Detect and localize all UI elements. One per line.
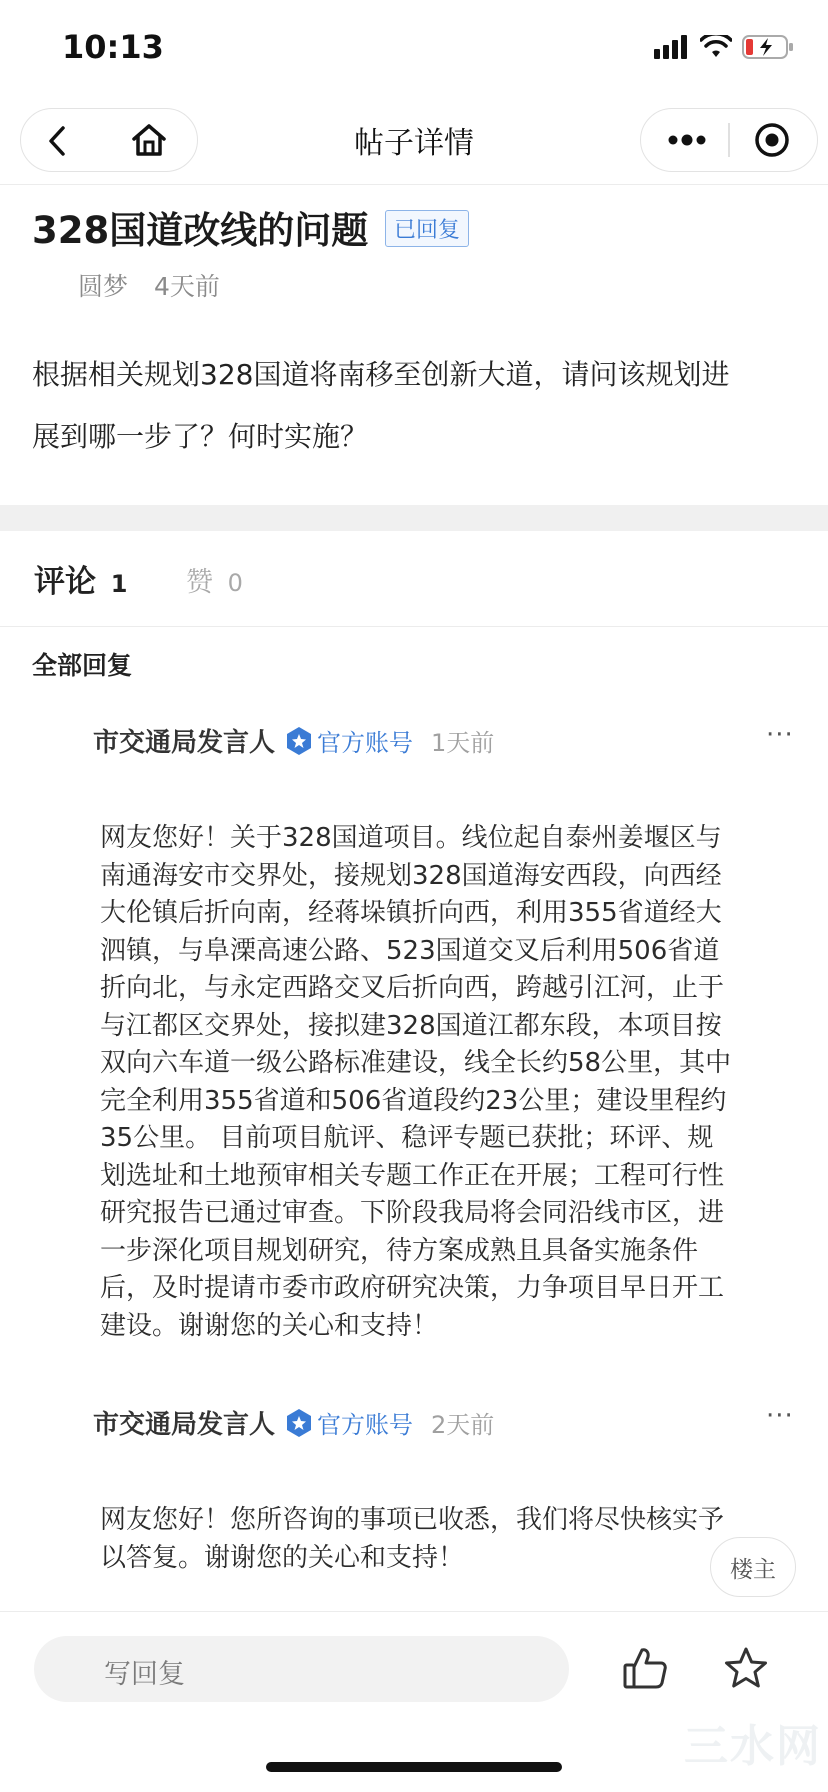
nav-divider [0,184,828,185]
signal-icon [654,35,690,59]
tab-comments[interactable] [34,556,128,601]
status-time: 10:13 [62,28,164,66]
wifi-icon [700,35,732,59]
reply-body-line: 研究报告已通过审查。下阶段我局将会同沿线市区，进 [100,1198,725,1228]
tab-comments-label: 评论 [34,564,96,600]
reply-input-placeholder: 写回复 [104,1659,185,1690]
reply-author[interactable]: 市交通局发言人 [93,1410,276,1440]
post-body-line: 展到哪一步了？何时实施？ [32,420,369,453]
official-account-label: 官方账号 [317,729,414,757]
verified-badge-icon [285,1408,313,1438]
reply-body [100,820,790,1345]
verified-badge-icon [285,726,313,756]
more-dots-icon[interactable] [665,129,709,151]
tab-likes-count: 0 [227,569,243,597]
battery-icon [742,34,794,60]
reply-header [93,722,494,759]
reply-body-line: 南通海安市交界处，接规划328国道海安西段，向西经 [100,860,722,891]
post-body-line: 根据相关规划328国道将南移至创新大道，请问该规划进 [32,358,730,391]
post-meta [78,267,220,303]
reply-body-line: 大伦镇后折向南，经蒋垛镇折向西，利用355省道经大 [100,898,722,928]
post-time: 4天前 [154,272,220,301]
capsule-divider [728,123,730,157]
reply-body-line: 折向北，与永定西路交叉后折向西，跨越引江河，止于 [100,973,725,1003]
reply-body-line: 双向六车道一级公路标准建设，线全长约58公里，其中 [100,1048,732,1078]
tab-likes[interactable] [186,560,243,599]
reply-body-line: 划选址和土地预审相关专题工作正在开展；工程可行性 [100,1160,725,1191]
tab-likes-label: 赞 [186,567,213,598]
target-icon[interactable] [753,121,791,159]
reply-time: 1天前 [431,729,495,757]
reply-body-line: 完全利用355省道和506省道段约23公里；建设里程约 [100,1085,727,1116]
section-heading: 全部回复 [32,651,133,680]
tab-comments-count: 1 [110,570,128,598]
bottom-divider [0,1611,828,1612]
reply-body-line: 泗镇，与阜溧高速公路、523国道交叉后利用506省道 [100,935,720,966]
reply-body [100,1502,790,1577]
post-body [32,344,804,468]
page-title: 帖子详情 [354,126,474,161]
reply-time: 2天前 [431,1411,495,1439]
status-icons [654,34,794,60]
home-indicator [266,1762,562,1772]
watermark: 三水网 [684,1721,822,1772]
reply-body-line: 网友您好！关于328国道项目。线位起自泰州姜堰区与 [100,823,722,853]
reply-header [93,1404,494,1441]
post-title: 328国道改线的问题 [32,209,369,252]
thumbs-up-icon[interactable] [622,1646,668,1690]
reply-body-line: 以答复。谢谢您的关心和支持！ [100,1542,465,1573]
reply-more-icon[interactable]: ··· [766,720,794,750]
reply-body-line: 一步深化项目规划研究，待方案成熟且具备实施条件 [100,1235,699,1266]
reply-body-line: 建设。谢谢您的关心和支持！ [100,1310,439,1341]
reply-body-line: 后，及时提请市委市政府研究决策，力争项目早日开工 [100,1273,725,1303]
reply-more-icon[interactable]: ··· [766,1401,794,1431]
reply-body-line: 网友您好！您所咨询的事项已收悉，我们将尽快核实予 [100,1505,725,1535]
nav-capsule-right [640,108,818,172]
status-badge: 已回复 [385,210,469,247]
reply-author[interactable]: 市交通局发言人 [93,728,276,758]
owner-only-button[interactable]: 楼主 [710,1537,796,1597]
tab-divider [0,626,828,627]
reply-body-line: 与江都区交界处，接拟建328国道江都东段，本项目按 [100,1010,722,1041]
post-author[interactable]: 圆梦 [78,272,129,301]
official-account-label: 官方账号 [317,1411,414,1439]
reply-body-line: 35公里。 目前项目航评、稳评专题已获批；环评、规 [100,1123,714,1153]
section-separator [0,505,828,531]
star-icon[interactable] [724,1646,768,1690]
